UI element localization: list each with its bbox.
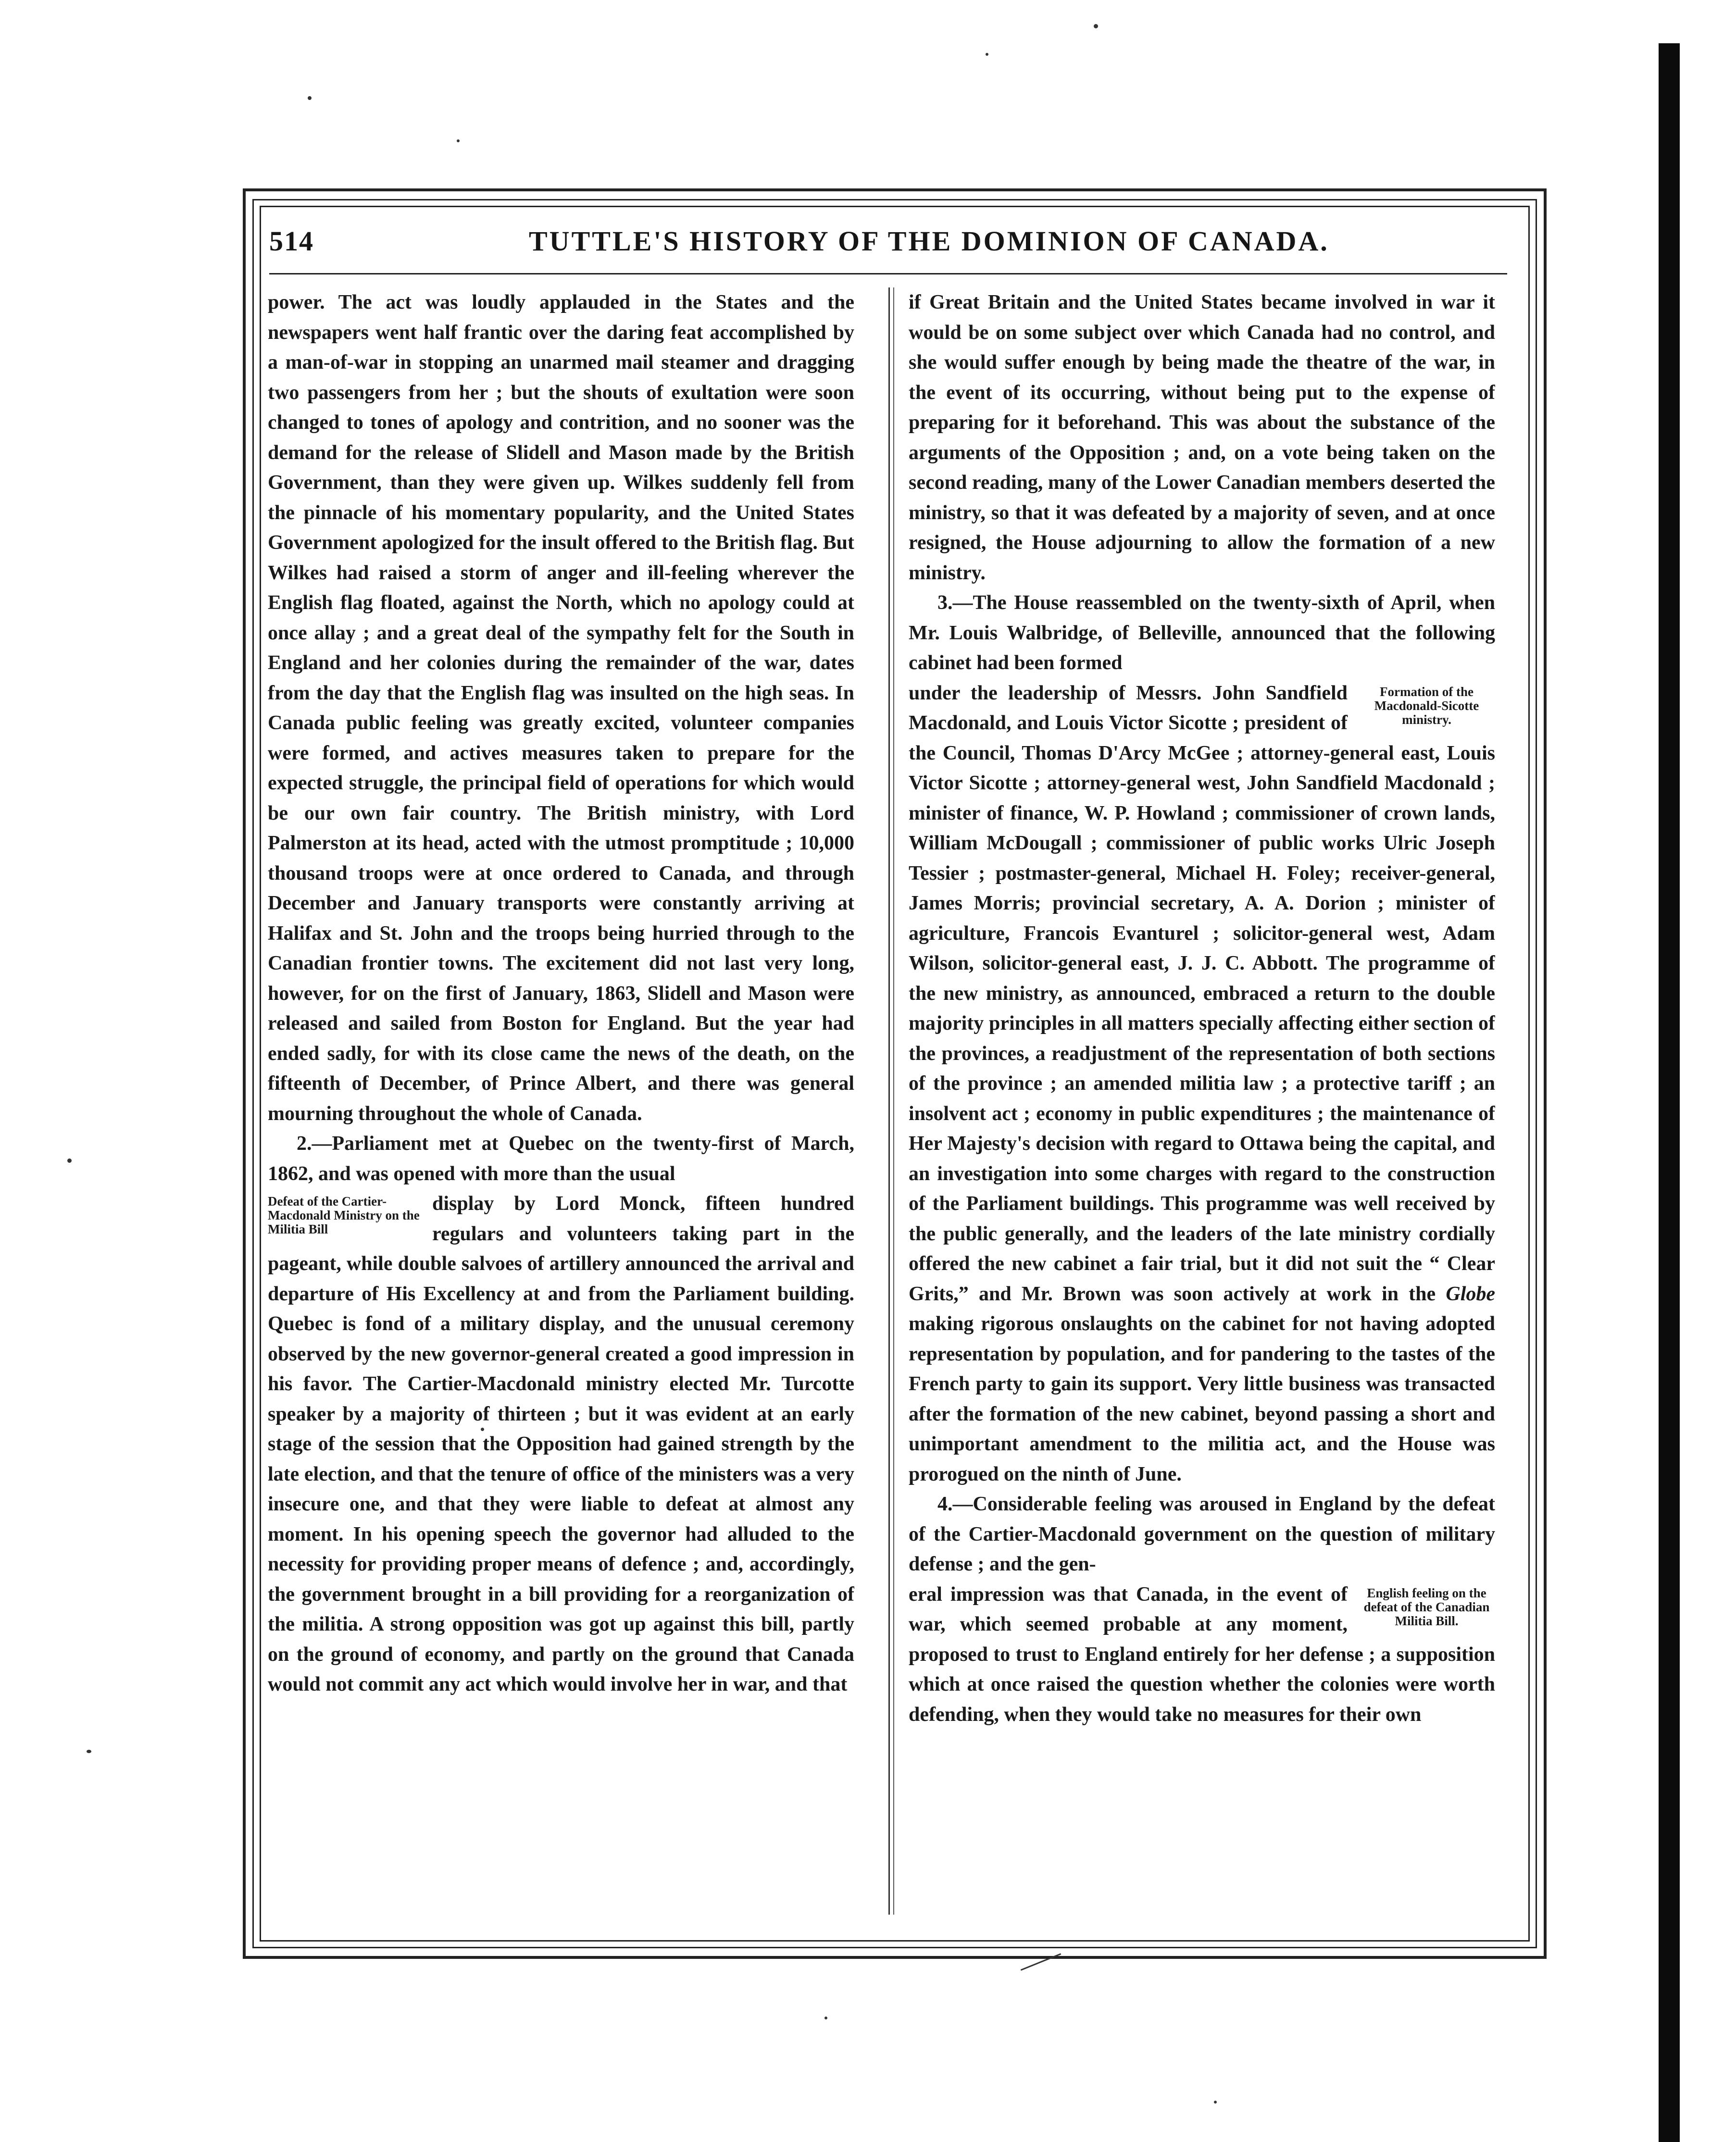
paragraph-2-opening: 2.—Parliament met at Quebec on the twenty-first of March, 1862, and was opened with more than the usual [268, 1133, 854, 1185]
scan-speck [308, 96, 312, 100]
left-column [268, 287, 854, 1912]
scan-speck [87, 1750, 91, 1753]
paragraph-4-opening: 4.—Considerable feeling was aroused in England by the defeat of the Cartier-Macdonald government on the question of military defense ; and the gen- [909, 1493, 1495, 1575]
paragraph-2-body: display by Lord Monck, fifteen hundred regulars and volunteers taking part in the pageant, while double salvoes of artillery announced the arrival and departure of His Excellency at and from the Parliament building. Quebec is fond of a military display, and the unusual ceremony observed by the new governor-general created a good impression in his favor. The Cartier-Macdonald ministry elected Mr. Turcotte speaker by a majority of thirteen ; but it was evident at an early stage of the session that the Opposition had gained strength by the late election, and that the tenure of office of the ministers was a very insecure one, and that they were liable to defeat at almost any moment. In his opening speech the governor had alluded to the necessity for providing proper means of defence ; and, accordingly, the government brought in a bill providing for a reorganization of the militia. A strong opposition was got up against this bill, partly on the ground of economy, and partly on the ground that Canada would not commit any act which would involve her in war, and that [268, 1193, 854, 1695]
page-header [269, 225, 1519, 268]
page-number: 514 [269, 225, 314, 257]
sidenote-defeat-of-ministry: Defeat of the Cartier-Macdonald Ministry on the Militia Bill [268, 1194, 420, 1236]
scan-speck [824, 2017, 827, 2019]
column-divider [893, 287, 894, 1915]
paragraph-3-body [909, 678, 1495, 1490]
column-divider [888, 287, 890, 1915]
paragraph: if Great Britain and the United States became involved in war it would be on some subject over which Canada had no control, and she would suffer enough by being made the theatre of the war, in the event of its occurring, without being put to the expense of preparing for it beforehand. This was about the substance of the arguments of the Opposition ; and, on a vote being taken on the second reading, many of the Lower Canadian members deserted the ministry, so that it was defeated by a majority of seven, and at once resigned, the House adjourning to allow the formation of a new ministry. [909, 291, 1495, 584]
sidenote-formation-of-ministry: Formation of the Macdonald-Sicotte ministry. [1374, 684, 1479, 727]
paragraph-3-text: under the leadership of Messrs. John Sandfield Macdonald, and Louis Victor Sicotte ; president of the Council, Thomas D'Arcy McGee ; attorney-general east, Louis Victor Sicotte ; attorney-general west, John Sandfield Macdonald ; minister of finance, W. P. Howland ; commissioner of crown lands, William McDougall ; commissioner of public works Ulric Joseph Tessier ; postmaster-general, Michael H. Foley; receiver-general, James Morris; provincial secretary, A. A. Dorion ; minister of agriculture, Francois Evanturel ; solicitor-general west, Adam Wilson, solicitor-general east, J. J. C. Abbott. The programme of the new ministry, as announced, embraced a return to the double majority principles in all matters specially affecting either section of the provinces, a readjustment of the representation of both sections of the province ; an amended militia law ; a protective tariff ; an insolvent act ; economy in public expenditures ; the maintenance of Her Majesty's decision with regard to Ottawa being the capital, and an investigation into some charges with regard to the construction of the Parliament buildings. This programme was well received by the public generally, and the leaders of the late ministry cordially offered the new cabinet a fair trial, but it did not suit the “ Clear Grits,” and Mr. Brown was soon actively at work in the [909, 682, 1495, 1305]
scan-speck [67, 1158, 72, 1163]
scan-speck [1214, 2101, 1217, 2104]
header-rule [269, 273, 1507, 274]
paragraph-3-opening: 3.—The House reassembled on the twenty-sixth of April, when Mr. Louis Walbridge, of Belleville, announced that the following cabinet had been formed [909, 592, 1495, 674]
binding-edge [1659, 43, 1680, 2142]
globe-newspaper-title: Globe [1446, 1283, 1495, 1305]
scan-speck [986, 53, 988, 56]
right-column [909, 287, 1495, 1912]
sidenote-english-feeling: English feeling on the defeat of the Canadian Militia Bill. [1363, 1585, 1490, 1628]
paragraph-3-text-end: making rigorous onslaughts on the cabinet for not having adopted representation by population, and for pandering to the tastes of the French party to gain its support. Very little business was transacted after the formation of the new cabinet, beyond passing a short and unimportant amendment to the militia act, and the House was prorogued on the ninth of June. [909, 1313, 1495, 1485]
running-title: TUTTLE'S HISTORY OF THE DOMINION OF CANADA. [529, 225, 1329, 257]
paragraph-4-body: eral impression was that Canada, in the event of war, which seemed probable at any moment, proposed to trust to England entirely for her defense ; a supposition which at once raised the question whether the colonies were worth defending, when they would take no measures for their own [909, 1583, 1495, 1726]
scan-speck [457, 139, 460, 142]
paragraph: power. The act was loudly applauded in the States and the newspapers went half frantic over the daring feat accomplished by a man-of-war in stopping an unarmed mail steamer and dragging two passengers from her ; but the shouts of exultation were soon changed to tones of apology and contrition, and no sooner was the demand for the release of Slidell and Mason made by the British Government, than they were given up. Wilkes suddenly fell from the pinnacle of his momentary popularity, and the United States Government apologized for the insult offered to the British flag. But Wilkes had raised a storm of anger and ill-feeling wherever the English flag floated, against the North, which no apology could at once allay ; and a great deal of the sympathy felt for the South in England and her colonies during the remainder of the war, dates from the day that the English flag was insulted on the high seas. In Canada public feeling was greatly excited, volunteer companies were formed, and actives measures taken to prepare for the expected struggle, the principal field of operations for which would be our own fair country. The British ministry, with Lord Palmerston at its head, acted with the utmost promptitude ; 10,000 thousand troops were at once ordered to Canada, and through December and January transports were constantly arriving at Halifax and St. John and the troops being hurried through to the Canadian frontier towns. The excitement did not last very long, however, for on the first of January, 1863, Slidell and Mason were released and sailed from Boston for England. But the year had ended sadly, for with its close came the news of the death, on the fifteenth of December, of Prince Albert, and there was general mourning throughout the whole of Canada. [268, 291, 854, 1125]
scan-speck [1094, 24, 1098, 28]
